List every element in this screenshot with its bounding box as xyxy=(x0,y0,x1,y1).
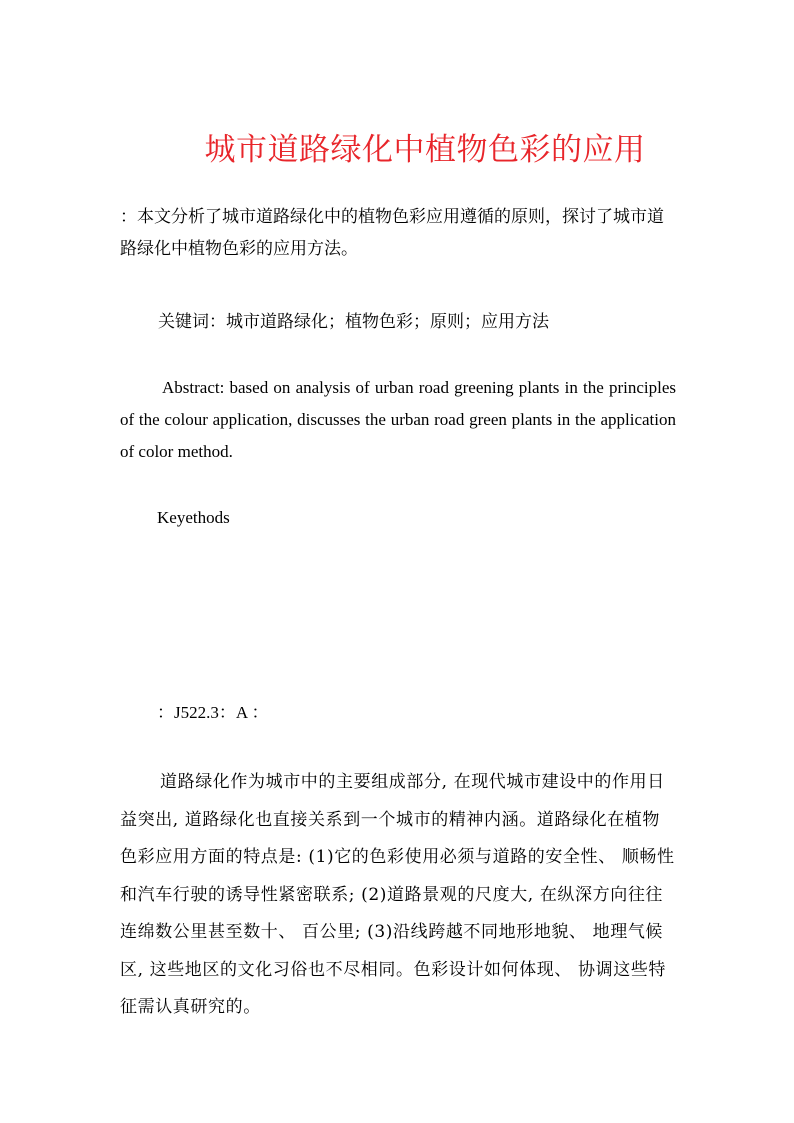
abstract-chinese: ：本文分析了城市道路绿化中的植物色彩应用遵循的原则，探讨了城市道路绿化中植物色彩的应用方法。 xyxy=(120,207,664,259)
keywords-english: Keyethods xyxy=(157,508,230,527)
page-title: 城市道路绿化中植物色彩的应用 xyxy=(204,132,646,168)
keywords-chinese: 关键词：城市道路绿化；植物色彩；原则；应用方法 xyxy=(158,312,549,332)
abstract-english: Abstract: based on analysis of urban road greening plants in the principles of the colour application, discusses the urban road green plants in the application of color method. xyxy=(120,378,676,461)
classification-code: ：J522.3：A ： xyxy=(157,703,269,722)
body-paragraph: 道路绿化作为城市中的主要组成部分, 在现代城市建设中的作用日益突出, 道路绿化也直接关系到一个城市的精神内涵。道路绿化在植物色彩应用方面的特点是: (1)它的色彩使用必须与道路的安全性、 顺畅性和汽车行驶的诱导性紧密联系; (2)道路景观的尺度大, 在纵深方向往往连绵数公里甚至数十、 百公里; (3)沿线跨越不同地形地貌、 地理气候区, 这些地区的文化习俗也不尽相同。色彩设计如何体现、 协调这些特征需认真研究的。 xyxy=(120,772,675,1017)
